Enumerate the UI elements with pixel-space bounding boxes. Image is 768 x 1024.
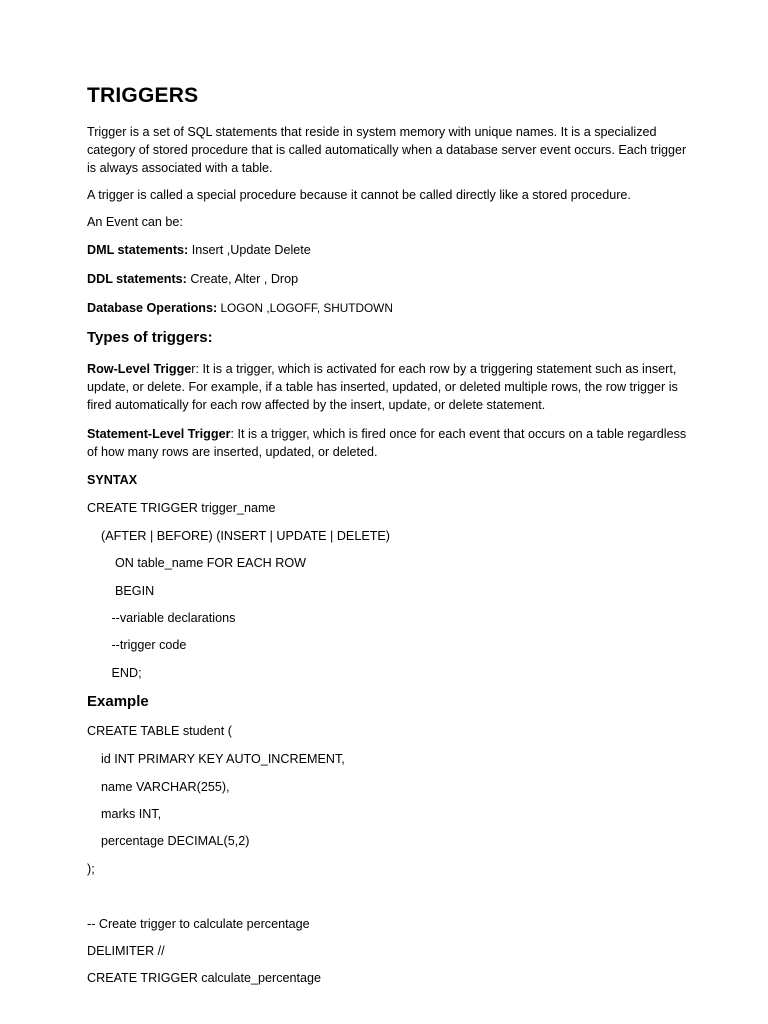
- example-line: marks INT,: [87, 807, 162, 821]
- event-db-ops: [87, 299, 393, 317]
- page-title: TRIGGERS: [87, 84, 199, 107]
- row-level-paragraph: [87, 360, 687, 415]
- syntax-line: (AFTER | BEFORE) (INSERT | UPDATE | DELETE): [87, 529, 391, 543]
- statement-level-paragraph: [87, 425, 687, 461]
- event-text: Create, Alter , Drop: [186, 272, 299, 286]
- event-ddl: [87, 270, 298, 288]
- example-line: );: [87, 862, 95, 876]
- example-line: name VARCHAR(255),: [87, 780, 230, 794]
- statement-level-text: : It is a trigger, which is fired once for each event that occurs on a table regardless of how many rows are inserted, updated, or deleted.: [87, 427, 687, 460]
- syntax-line: END;: [87, 666, 142, 680]
- event-label: DML statements:: [87, 243, 189, 257]
- intro-paragraph: Trigger is a set of SQL statements that reside in system memory with unique names. It is a specialized category of stored procedure that is called automatically when a database server event occurs. Each trigger is always associated with a table.: [87, 125, 687, 176]
- example-line: id INT PRIMARY KEY AUTO_INCREMENT,: [87, 752, 345, 766]
- special-paragraph: A trigger is called a special procedure because it cannot be called directly like a stored procedure.: [87, 188, 631, 202]
- statement-level-label: Statement-Level Trigger: [87, 427, 231, 441]
- trigger-comment: -- Create trigger to calculate percentage: [87, 917, 310, 931]
- example-line: CREATE TABLE student (: [87, 724, 232, 738]
- syntax-heading: SYNTAX: [87, 473, 138, 487]
- syntax-line: BEGIN: [87, 584, 155, 598]
- types-heading: Types of triggers:: [87, 329, 213, 346]
- example-line: percentage DECIMAL(5,2): [87, 834, 250, 848]
- trigger-line: CREATE TRIGGER calculate_percentage: [87, 971, 322, 985]
- row-level-text: r: It is a trigger, which is activated for each row by a triggering statement such as insert, update, or delete. For example, if a table has inserted, updated, or deleted multiple rows, the row trigger is fired automatically for each row affected by the insert, update, or delete statement.: [87, 362, 678, 413]
- syntax-line: --variable declarations: [87, 611, 236, 625]
- event-text: LOGON ,LOGOFF, SHUTDOWN: [217, 301, 393, 315]
- event-dml: [87, 241, 311, 259]
- syntax-line: ON table_name FOR EACH ROW: [87, 556, 307, 570]
- event-label: Database Operations:: [87, 301, 218, 315]
- syntax-line: --trigger code: [87, 638, 187, 652]
- trigger-line: DELIMITER //: [87, 944, 165, 958]
- row-level-label: Row-Level Trigge: [87, 362, 192, 376]
- event-text: Insert ,Update Delete: [188, 243, 311, 257]
- syntax-line: CREATE TRIGGER trigger_name: [87, 501, 276, 515]
- example-heading: Example: [87, 693, 149, 710]
- event-label: DDL statements:: [87, 272, 187, 286]
- event-intro: An Event can be:: [87, 215, 183, 229]
